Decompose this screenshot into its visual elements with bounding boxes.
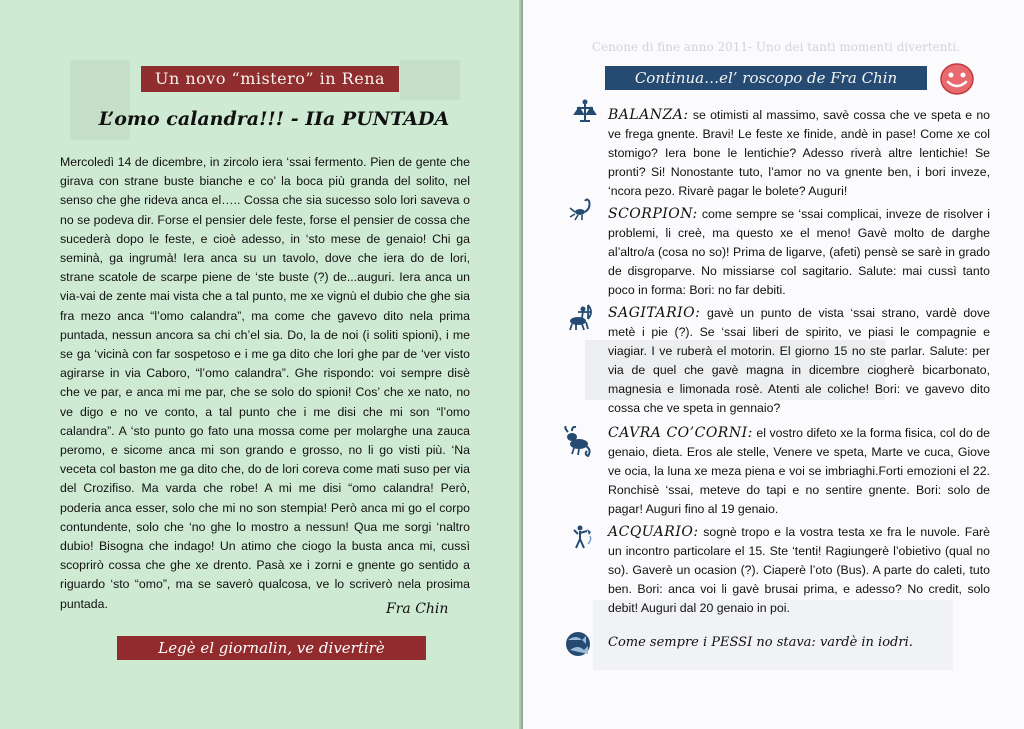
horoscope-cavra <box>608 424 990 519</box>
scorpion-icon <box>568 196 594 222</box>
article-body: Mercoledì 14 de dicembre, in zircolo iera ‘ssai fermento. Pien de gente che girava con strane buste bianche e co’ la boca più granda del solito, nel senso che ghe rideva anca el….. Cossa che sia sucesso solo lori saveva o no se podeva dir. Forse el pensier dele feste, forse el pensier de cossa che sucederà dopo le feste, e cioè adesso, in ‘sto mese de genaio! Chi ga seminà, ga ingrumà! Iera anca su un tavolo, dove che iera do de lori, strane scatole de scarpe piene de ‘ste buste (?) de...auguri. Iera anca un via-vai de zente mai vista che a tal punto, me xe vignù el dubio che ghe sia fra mezo anca “l’omo calandra”, ma come che gavevo dito nela prima puntada, nessun ancora sa chi ch’el sia. Do, la de noi (i soliti spioni), i me se ga ‘vicinà con far sospetoso e i me ga dito che lori ghe par de ‘ver visto agirarse in via Caboro, “l’omo calandra”. Ghe rispondo: voi sempre disè che ve par, e anca mi me par, che se solo do spioni! Cos’ che xe nato, no ve digo e no ve conto, a tal punto che i me disi che mi son “l’omo calandra”. A ‘sto punto go fato una mossa come per molarghe una zauca peromo, e sicome anca mi son grando e grosso, no li go visti più. ‘Na veceta col baston me ga dito che, do de lori coreva come mati suso per via del Crozifiso. Ma varda che robe! A mi me disi “omo calandra! Però, poderia anca esser, solo che mi no son stempia! Però anca mi go el corpo contundente, solo che ‘no ghe lo mostro a nessun! Qua me sorgi ‘naltro dubio! Bisogna che indago! Un atimo che ciogo la busta anca mi, cussì scoprirò cossa che ghe xe drento. Pasà xe i zorni e gnente go sentido a riguardo ‘sto “omo”, ma se saverò qualcosa, ve lo scriverò nela prosima puntada. <box>60 155 470 611</box>
pessi-note: Come sempre i PESSI no stava: vardè in iodri. <box>608 635 913 650</box>
horoscope-acquario <box>608 523 990 618</box>
horoscope-sagitario <box>608 304 990 419</box>
sign-name: CAVRA CO’CORNI: <box>608 425 753 441</box>
sign-text: se otimisti al massimo, savè cossa che ve speta e no ve frega gnente. Bravi! Le feste xe finide, andè in pase! Come xe col stomigo? Iera bone le lentichie? Adesso riverà altre lentichie! Se pronti? Si! Nonostante tuto, l’amor no va gnente ben, i bori inveze, ‘ncora pezo. Rivarè pagar le bolete? Auguri! <box>608 108 991 199</box>
bleed-through-photo <box>400 60 460 100</box>
horoscope-balanza <box>608 106 990 201</box>
horoscope-scorpion <box>608 205 990 300</box>
bleed-through-caption: Cenone di fine anno 2011- Uno dei tanti momenti divertenti. <box>592 40 960 54</box>
article-title: L’omo calandra!!! - IIa PUNTADA <box>98 108 450 130</box>
sign-text: gavè un punto de vista ‘ssai strano, vardè dove metè i pie (?). Se ‘ssai liberi de spirito, ve piasi le compagnie e viagiar. I ve ruberà el motorin. El giorno 15 no ste parlar. Salute: per via de quel che gavè magna in dicembre ciogherè bicarbonato, magnesia e limonada rosè. Atenti ale coliche! Bori: ve gavevo dito cossa che ve speta in gennaio? <box>608 306 991 416</box>
footer-banner: Legè el giornalin, ve divertirè <box>117 636 426 660</box>
balance-scale-icon <box>572 98 598 124</box>
water-bearer-icon <box>568 524 594 550</box>
sign-name: ACQUARIO: <box>608 524 699 540</box>
horoscope-heading: Continua…el’ roscopo de Fra Chin <box>605 66 927 90</box>
fish-icon <box>562 630 594 658</box>
smiley-icon <box>939 62 975 96</box>
article-section-heading: Un novo “mistero” in Rena <box>141 66 399 92</box>
sign-name: SAGITARIO: <box>608 305 701 321</box>
sign-text: el vostro difeto xe la forma fisica, col do de genaio, dieta. Eros ale stelle, Venere ve speta, Marte ve cuca, Giove ve ocia, la luna xe meza piena e voi se imbriaghi.Forti emozioni el 22. Ronchisè ‘ssai, meteve do tapi e no sentire gnente. Bori: solo de pagar! Auguri fino al 19 genaio. <box>608 426 990 517</box>
sign-text: come sempre se ‘ssai complicai, inveze de risolver i problemi, li creè, ma questo xe el meno! Gavè molto de darghe al’altro/a (cosa no so)! Prima de ligarve, (afeti) pensè se sarè in grado de disgroparve. No missiarse col sagitario. Salute: mai cussì tanto poco in forma: Bori: no far debiti. <box>608 207 990 298</box>
goat-icon <box>562 426 594 458</box>
sign-name: BALANZA: <box>608 107 689 123</box>
author-signature: Fra Chin <box>386 601 449 617</box>
sign-name: SCORPION: <box>608 206 698 222</box>
sign-text: sognè tropo e la vostra testa xe fra le nuvole. Farè un incontro particolare el 15. Ste ‘tenti! Ragiungerè l’obietivo (qual no so). Gaverè un ocasion (?). Ciaperè l’oto (Bus). A parte do caleti, tuto ben. Bori: anca voi li gavè brusai prima, e adesso? No credit, solo debit! Auguri dal 20 genaio in poi. <box>608 525 990 616</box>
archer-icon <box>564 302 594 332</box>
